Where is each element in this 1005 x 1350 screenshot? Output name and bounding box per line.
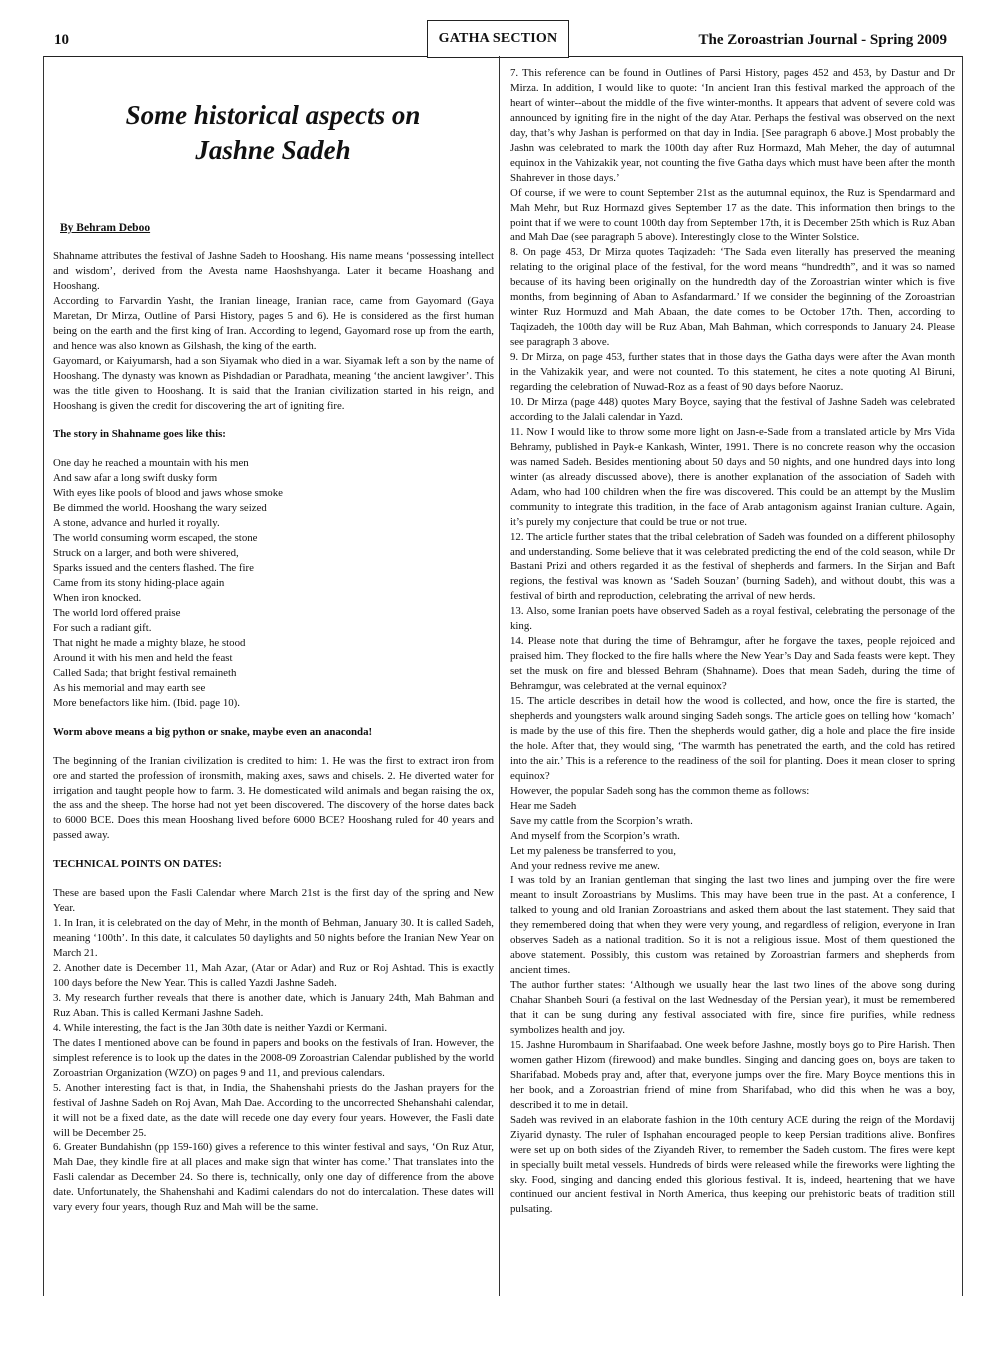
paragraph: 1. In Iran, it is celebrated on the day of Mehr, in the month of Behman, January 30. It is called Sadeh, meaning ‘100th’. In this date, it calculates 50 daylights and 50 nights before the Iranian New Year on March 21. [53, 917, 494, 960]
page-number: 10 [54, 32, 69, 48]
verse-line: When iron knocked. [53, 592, 142, 605]
verse-line: Around it with his men and held the feast [53, 651, 233, 664]
journal-title: The Zoroastrian Journal - Spring 2009 [698, 32, 947, 48]
paragraph: 8. On page 453, Dr Mirza quotes Taqizadeh: ‘The Sada even literally has preserved the meaning relating to the original place of the festival, for the word means “hundredth”, and it was so named because of its having been originally on the hundredth day of the Zoroastrian winter which is five months, from beginning of Aban to Asfandarmard.’ If we consider the beginning of the Zoroastrian winter Ruz Hormuzd and Mah Abaan, the date comes to be October 17th. Then, according to Taqizadeh, the 100th day will be Ruz Aban, Mah Bahman, which corresponds to January 24. Please see paragraph 3 above. [510, 246, 955, 349]
shahname-verse [53, 456, 494, 710]
song-line: And your redness revive me anew. [510, 859, 660, 872]
paragraph: 6. Greater Bundahishn (pp 159-160) gives a reference to this winter festival and says, ‘On Ruz Atur, Mah Dae, they kindle fire at all places and make sign that winter has come.’ That translates into the Fasli calendar as December 24. So there is, technically, only one day of difference from the above date. Unfortunately, the Shahenshahi and Kadimi calendars do not do intercalation. These dates will vary every four years, though Ruz and Mah will be the same. [53, 1141, 494, 1214]
paragraph: However, the popular Sadeh song has the common theme as follows: [510, 784, 810, 797]
verse-line: With eyes like pools of blood and jaws whose smoke [53, 487, 283, 500]
paragraph: According to Farvardin Yasht, the Iranian lineage, Iranian race, came from Gayomard (Gaya Maretan, Dr Mirza, Outline of Parsi History, pages 5 and 6). He is considered as the first human being on the earth and the first king of Iran. According to legend, Gayomard rose up from the earth, and hence was also known as Gilshash, the king of the earth. [53, 294, 494, 352]
header-rule-right [569, 56, 962, 57]
sadeh-song [510, 799, 955, 874]
verse-line: That night he made a mighty blaze, he stood [53, 636, 246, 649]
song-line: Hear me Sadeh [510, 799, 577, 812]
title-line-1: Some historical aspects on [125, 100, 421, 130]
paragraph: The beginning of the Iranian civilization is credited to him: 1. He was the first to extract iron from ore and started the profession of ironsmith, making axes, saws and chisels. 2. He diverted water for irrigation and taught people how to farm. 3. He domesticated wild animals and began raising the ox, the ass and the sheep. The horse had not yet been discovered. The discovery of the horse dates back to 6000 BCE. Does this mean Hooshang lived before 6000 BCE? Hooshang ruled for 40 years and passed away. [53, 754, 494, 842]
paragraph: 4. While interesting, the fact is the Jan 30th date is neither Yazdi or Kermani. [53, 1021, 388, 1034]
column-rule-center [499, 56, 500, 1296]
paragraph: Gayomard, or Kaiyumarsh, had a son Siyamak who died in a war. Siyamak left a son by the name of Hooshang. The dynasty was known as Pishdadian or Paradhata, meaning ‘the ancient lawgiver’. This was the title given to Hooshang. It is said that the Iranian civilization started in his reign, and Hooshang is given the credit for discovering the art of igniting fire. [53, 354, 494, 412]
verse-line: More benefactors like him. (Ibid. page 10). [53, 696, 240, 709]
verse-line: And saw afar a long swift dusky form [53, 472, 218, 485]
verse-line: Sparks issued and the centers flashed. The fire [53, 562, 254, 575]
technical-heading: TECHNICAL POINTS ON DATES: [53, 858, 222, 871]
paragraph: The dates I mentioned above can be found in papers and books on the festivals of Iran. However, the simplest reference is to look up the dates in the 2008-09 Zoroastrian Calendar published by the world Zoroastrian Organization (WZO) on pages 9 and 11, and previous calendars. [53, 1036, 494, 1079]
song-line: Save my cattle from the Scorpion’s wrath. [510, 814, 693, 827]
paragraph: 11. Now I would like to throw some more light on Jasn-e-Sade from a translated article by Mrs Vida Behramy, published in Payk-e Kankash, Winter, 1991. There is no concrete reason why the occasion was named Sadeh. Besides mentioning about 50 days and 50 nights, and one hundred days into long winter (as already discussed above), there is another explanation of the association of Sadeh with Adam, who had 100 children when the fire was discovered. This could be an attempt by the Muslim community to integrate this tradition, in the face of Arab antagonism against Iranian culture. Again, it’s purely my conjecture that could be true or not true. [510, 425, 955, 528]
paragraph: 2. Another date is December 11, Mah Azar, (Atar or Adar) and Ruz or Roj Ashtad. This is exactly 100 days before the New Year. This is called Yazdi Jashne Sadeh. [53, 962, 494, 989]
verse-line: Be dimmed the world. Hooshang the wary seized [53, 502, 267, 515]
song-line: And myself from the Scorpion’s wrath. [510, 829, 680, 842]
paragraph: 15. Jashne Hurombaum in Sharifaabad. One week before Jashne, mostly boys go to Pire Harish. Then women gather Hizom (firewood) and make bundles. Singing and dancing goes on, boys are taken to Sharifabad. Mobeds pray and, after that, everyone jumps over the fire. Mary Boyce mentions this in her book, and a Zoroastrian friend of mine from Sharifabad, who did this when he was a boy, described it to me in detail. [510, 1038, 955, 1111]
column-rule-right [962, 56, 963, 1296]
story-heading: The story in Shahname goes like this: [53, 428, 226, 441]
paragraph: 5. Another interesting fact is that, in India, the Shahenshahi priests do the Jashan prayers for the festival of Jashne Sadeh on Roj Avan, Mah Dae. According to the uncorrected Shehanshahi calendar, it will not be a fixed date, as the date will recede one day every four years. However, the Fasli date will be December 25. [53, 1081, 494, 1139]
paragraph: 7. This reference can be found in Outlines of Parsi History, pages 452 and 453, by Dastur and Dr Mirza. In addition, I would like to quote: ‘In ancient Iran this festival marked the approach of the heart of winter--about the middle of the five winter-months. It appears that advent of severe cold was announced by igniting fire in the night of the day Atar. Perhaps the festival was observed on the next day, that’s why Jashan is performed on that day in India. [See paragraph 6 above.] Most probably the Jashn was celebrated to mark the 100th day after Ruz Hormazd, Mah Meher, the day of autumnal equinox in the Vahizakik year, not counting the five Gatha days which must have been after the month Shahrever in those days.’ [510, 67, 955, 184]
song-line: Let my paleness be transferred to you, [510, 844, 676, 857]
paragraph: These are based upon the Fasli Calendar where March 21st is the first day of the spring and New Year. [53, 887, 494, 915]
header-rule-left [43, 56, 427, 57]
verse-line: The world consuming worm escaped, the stone [53, 532, 258, 545]
paragraph: Sadeh was revived in an elaborate fashion in the 10th century ACE during the reign of the Mordavij Ziyarid dynasty. The ruler of Isphahan encouraged people to keep Persian traditions alive. Bonfires were set up on both sides of the Ziyandeh River, to remember the Sadeh custom. The fires were kept in specially built metal vessels. Hundreds of birds were released while the fireworks were lighting the sky. Food, singing and dancing ended this glorious festival. It is, indeed, heartening that we have continued our ancient festival in North America, thus keeping our prehistoric beats of tradition still pulsating. [510, 1113, 955, 1216]
article-title [53, 98, 493, 168]
verse-line: A stone, advance and hurled it royally. [53, 517, 220, 530]
paragraph: I was told by an Iranian gentleman that singing the last two lines and jumping over the fire were meant to insult Zoroastrians by Muslims. This may have been true in the past. At a conference, I talked to young and old Iranian Zoroastrians and asked them about the last statement. They said that they remembered doing that when they were very young, and regardless of religion, everyone in Iran observes Sadeh as a national tradition. So it is not a religious issue. Most of them questioned the above statement. Possibly, this custom was retained by Zoroastrian farmers and shepherds from ancient times. [510, 874, 955, 977]
paragraph: The author further states: ‘Although we usually hear the last two lines of the above song during Chahar Shanbeh Souri (a festival on the last Wednesday of the Persian year), it must be remembered that it can be sung during any festival associated with fire, since fire purifies, while redness symbolizes health and joy. [510, 979, 955, 1036]
verse-line: As his memorial and may earth see [53, 681, 206, 694]
paragraph: 9. Dr Mirza, on page 453, further states that in those days the Gatha days were after the Avan month in the Vahizakik year, and were not counted. To this statement, he cites a note quoting Al Biruni, regarding the celebration of Nuwad-Roz as a feast of 90 days before Naoruz. [510, 351, 955, 394]
paragraph: 3. My research further reveals that there is another date, which is January 24th, Mah Bahman and Ruz Aban. This is called Kermani Jashne Sadeh. [53, 991, 494, 1019]
section-label: GATHA SECTION [427, 20, 569, 58]
right-column [510, 66, 955, 1217]
worm-note: Worm above means a big python or snake, maybe even an anaconda! [53, 725, 373, 738]
byline: By Behram Deboo [60, 222, 151, 234]
title-line-2: Jashne Sadeh [195, 135, 351, 165]
verse-line: Came from its stony hiding-place again [53, 577, 225, 590]
paragraph: Shahname attributes the festival of Jashne Sadeh to Hooshang. His name means ‘possessing intellect and wisdom’, derived from the Avesta name Haoshshyanga. Later it became Hoashang and Hooshang. [53, 250, 494, 292]
column-rule-left [43, 56, 44, 1296]
paragraph: 13. Also, some Iranian poets have observed Sadeh as a royal festival, celebrating the personage of the king. [510, 605, 955, 633]
verse-line: For such a radiant gift. [53, 621, 152, 634]
paragraph: 10. Dr Mirza (page 448) quotes Mary Boyce, saying that the festival of Jashne Sadeh was celebrated according to the Jalali calendar in Yazd. [510, 395, 955, 423]
verse-line: One day he reached a mountain with his men [53, 457, 249, 470]
paragraph: 12. The article further states that the tribal celebration of Sadeh was founded on a different philosophy and understanding. Some believe that it was celebrated predicting the end of the cold season, while Dr Bastani Prizi and others regarded it as the festival of shepherds and farmers. In the Sirjan and Baft regions, the festival was known as ‘Sadeh Souzan’ (burning Sadeh), and without doubt, this was a festival of birth and reproduction, celebrating the arrival of new herds. [510, 530, 955, 603]
paragraph: Of course, if we were to count September 21st as the autumnal equinox, the Ruz is Spendarmard and Mah Mehr, but Ruz Hormazd gives September 17 as the date. This information then brings to the point that if we were to count 100th day from September 17th, it is December 25th which is Ruz Aban and Mah Dae (see paragraph 5 above). Interestingly close to the Winter Solstice. [510, 186, 955, 244]
paragraph: 15. The article describes in detail how the wood is collected, and how, once the fire is started, the shepherds and youngsters walk around singing Sadeh songs. The article goes on telling how ‘komach’ is made by the use of this fire. Then the shepherds would gather, dig a hole and place the fire inside the hole. After that, they would sing, ‘The warmth has penetrated the earth, and the cold has retired into the air.’ This is a reference to the readiness of the soil for planting. Does it mean closer to spring equinox? [510, 695, 955, 782]
verse-line: Called Sada; that bright festival remaineth [53, 666, 237, 679]
verse-line: Struck on a larger, and both were shivered, [53, 547, 239, 560]
paragraph: 14. Please note that during the time of Behramgur, after he forgave the taxes, people rejoiced and praised him. They flocked to the fire halls where the New Year’s Day and Sada feasts were kept. They set the musk on fire and blessed Behram (Shahname). Does that mean Sadeh, during the time of Behramgur, was celebrated at the vernal equinox? [510, 635, 955, 693]
verse-line: The world lord offered praise [53, 606, 181, 619]
left-column [53, 249, 494, 1215]
